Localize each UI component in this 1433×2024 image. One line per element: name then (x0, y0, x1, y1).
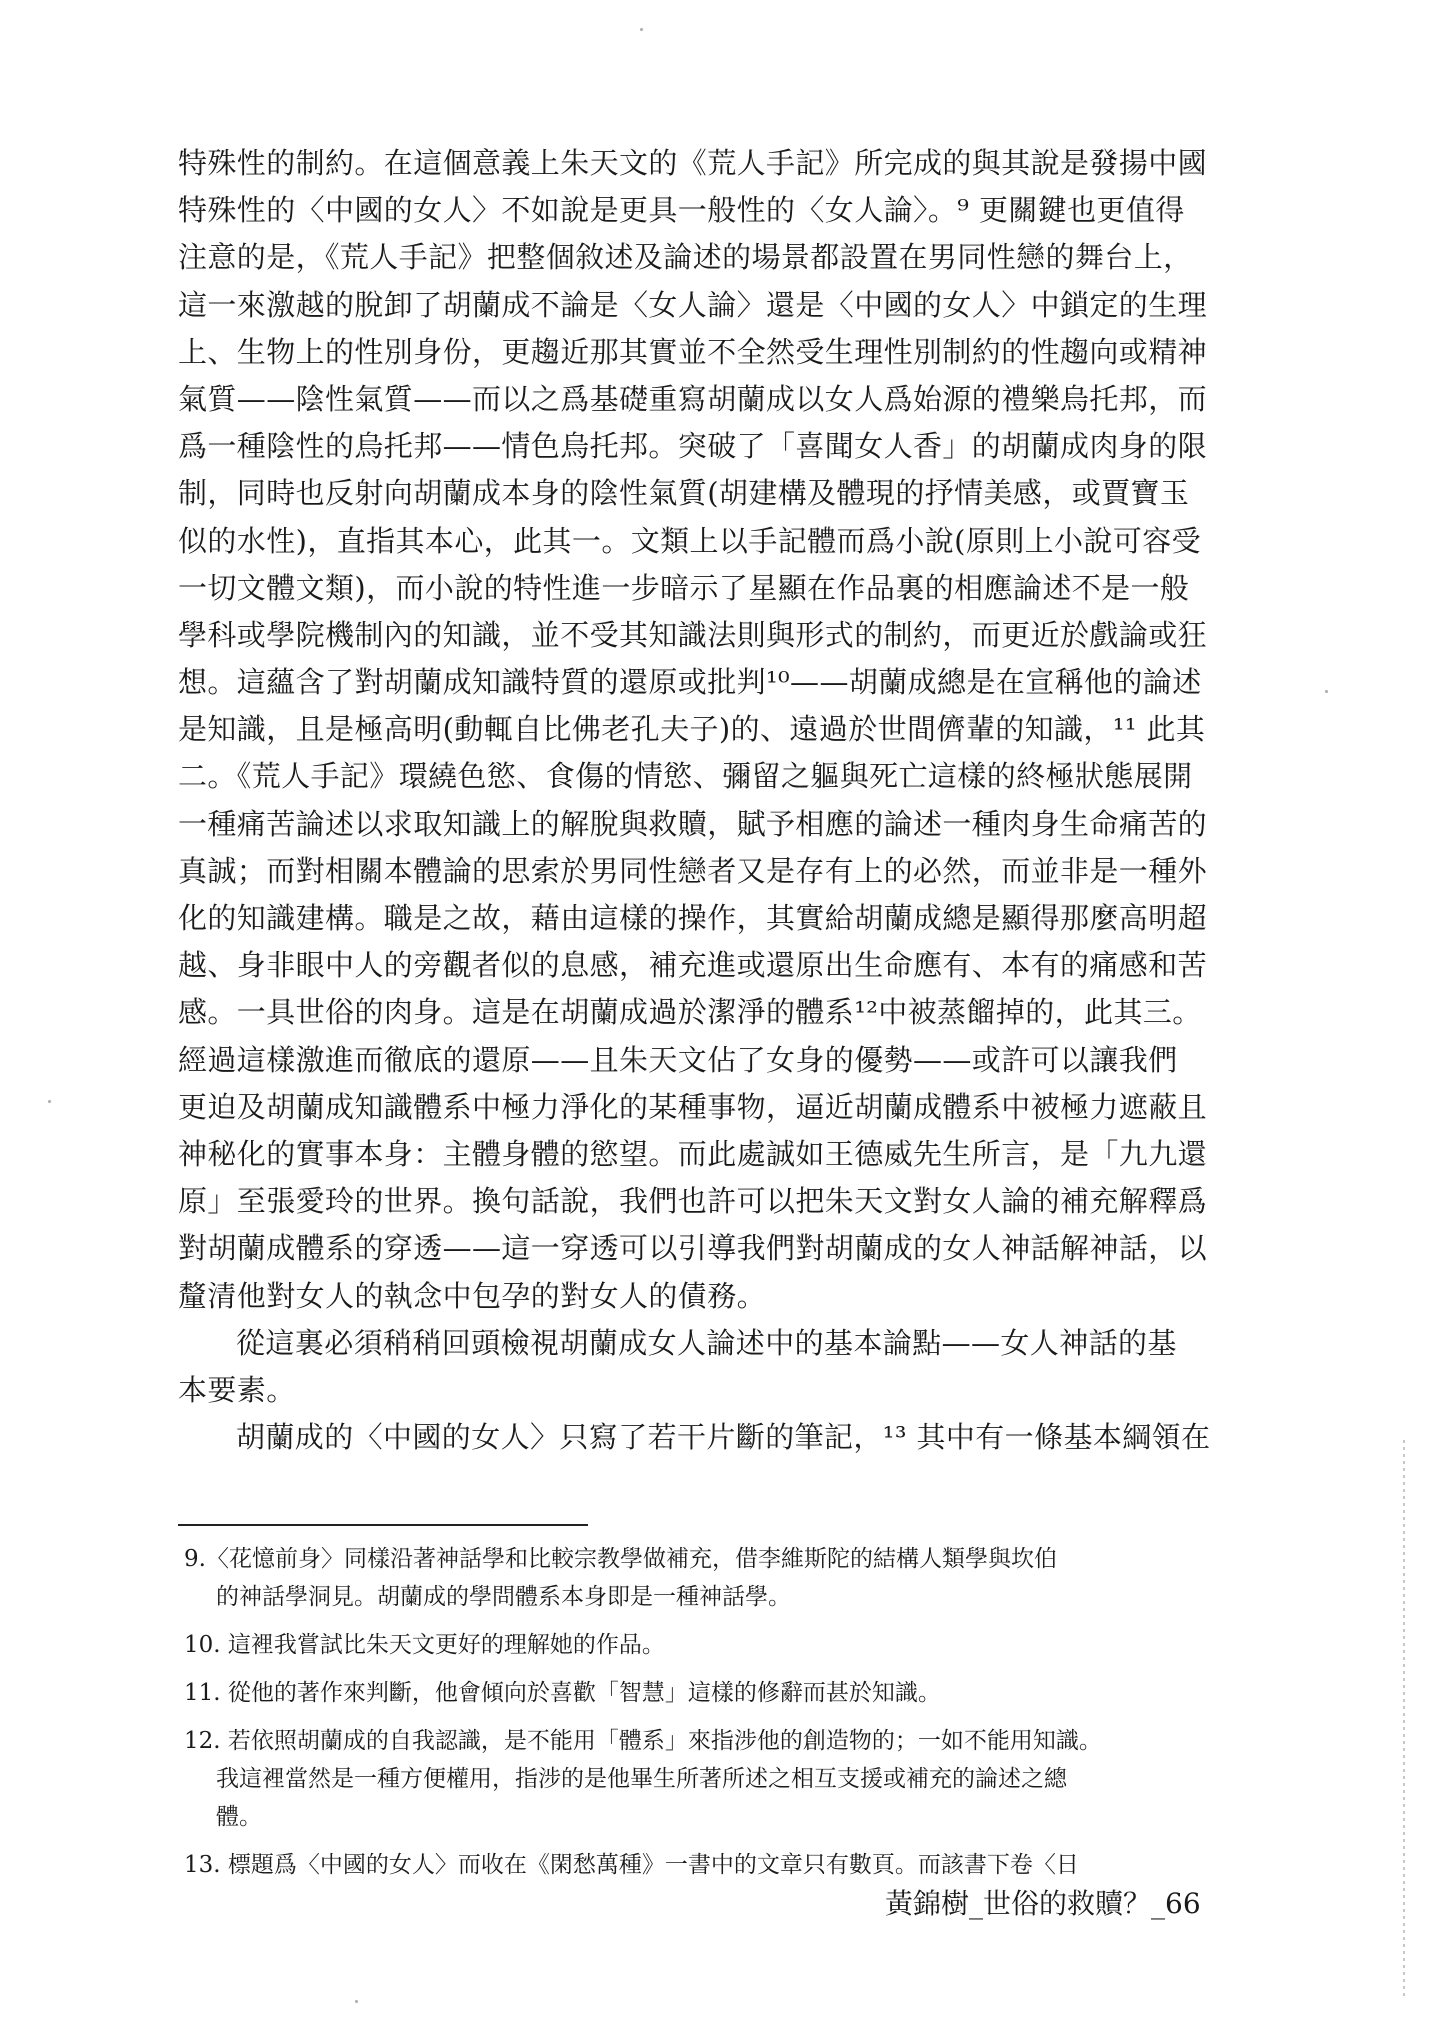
body-line: 感。一具世俗的肉身。這是在胡蘭成過於潔淨的體系¹²中被蒸餾掉的，此其三。 (178, 995, 1202, 1030)
footnote-divider (178, 1524, 588, 1526)
body-line: 越、身非眼中人的旁觀者似的息感，補充進或還原出生命應有、本有的痛感和苦 (178, 948, 1208, 983)
paragraph-start-line: 從這裏必須稍稍回頭檢視胡蘭成女人論述中的基本論點——女人神話的基 (236, 1325, 1177, 1360)
body-line: 一切文體文類)，而小說的特性進一步暗示了星顯在作品裏的相應論述不是一般 (178, 570, 1190, 605)
footnotes (184, 1540, 1184, 1884)
body-line: 學科或學院機制內的知識，並不受其知識法則與形式的制約，而更近於戲論或狂 (178, 617, 1208, 652)
body-text (178, 140, 1211, 1461)
footnote-12: 12. 若依照胡蘭成的自我認識，是不能用「體系」來指涉他的創造物的；一如不能用知識。 (184, 1728, 1102, 1754)
body-line: 是知識，且是極高明(動輒自比佛老孔夫子)的、遠過於世間儕輩的知識，¹¹ 此其 (178, 712, 1206, 747)
body-line: 特殊性的制約。在這個意義上朱天文的《荒人手記》所完成的與其說是發揚中國 (178, 146, 1208, 180)
body-line: 神秘化的實事本身：主體身體的慾望。而此處誠如王德威先生所言，是「九九還 (178, 1136, 1208, 1171)
body-line: 對胡蘭成體系的穿透——這一穿透可以引導我們對胡蘭成的女人神話解神話，以 (178, 1231, 1208, 1266)
body-line: 制，同時也反射向胡蘭成本身的陰性氣質(胡建構及體現的抒情美感，或賈寶玉 (178, 476, 1190, 511)
scan-speck (640, 28, 643, 31)
footnote-12-continuation: 體。 (216, 1804, 262, 1830)
body-line: 爲一種陰性的烏托邦——情色烏托邦。突破了「喜聞女人香」的胡蘭成肉身的限 (178, 429, 1208, 464)
body-line: 更迫及胡蘭成知識體系中極力淨化的某種事物，逼近胡蘭成體系中被極力遮蔽且 (178, 1089, 1208, 1124)
body-line: 真誠；而對相關本體論的思索於男同性戀者又是存有上的必然，而並非是一種外 (178, 853, 1208, 888)
scan-speck (48, 1100, 51, 1103)
footnote-10: 10. 這裡我嘗試比朱天文更好的理解她的作品。 (184, 1632, 665, 1658)
body-line: 這一來激越的脫卸了胡蘭成不論是〈女人論〉還是〈中國的女人〉中鎖定的生理 (178, 287, 1208, 322)
body-line: 釐清他對女人的執念中包孕的對女人的債務。 (178, 1278, 767, 1313)
footnote-13: 13. 標題爲〈中國的女人〉而收在《閑愁萬種》一書中的文章只有數頁。而該書下卷〈日 (184, 1852, 1079, 1878)
body-line: 二。《荒人手記》環繞色慾、食傷的情慾、彌留之軀與死亡這樣的終極狀態展開 (178, 759, 1193, 794)
body-line: 氣質——陰性氣質——而以之爲基礎重寫胡蘭成以女人爲始源的禮樂烏托邦，而 (178, 381, 1208, 416)
body-line: 注意的是，《荒人手記》把整個敘述及論述的場景都設置在男同性戀的舞台上， (178, 240, 1193, 275)
body-line: 化的知識建構。職是之故，藉由這樣的操作，其實給胡蘭成總是顯得那麼高明超 (178, 901, 1208, 935)
body-line: 上、生物上的性別身份，更趨近那其實並不全然受生理性別制約的性趨向或精神 (178, 334, 1208, 369)
body-line: 特殊性的〈中國的女人〉不如說是更具一般性的〈女人論〉。⁹ 更關鍵也更值得 (178, 193, 1185, 228)
paragraph-start-line: 胡蘭成的〈中國的女人〉只寫了若干片斷的筆記，¹³ 其中有一條基本綱領在 (236, 1420, 1211, 1455)
running-footer: 黃錦樹_世俗的救贖？_66 (885, 1887, 1201, 1920)
body-line: 本要素。 (178, 1372, 296, 1407)
scan-edge-mark (1403, 1440, 1405, 2000)
body-line: 原」至張愛玲的世界。換句話說，我們也許可以把朱天文對女人論的補充解釋爲 (178, 1184, 1208, 1219)
footnote-9: 9.〈花憶前身〉同樣沿著神話學和比較宗教學做補充，借李維斯陀的結構人類學與坎伯 (184, 1546, 1057, 1572)
footnote-11: 11. 從他的著作來判斷，他會傾向於喜歡「智慧」這樣的修辭而甚於知識。 (184, 1680, 941, 1706)
body-line: 似的水性)，直指其本心，此其一。文類上以手記體而爲小說(原則上小說可容受 (178, 523, 1202, 558)
footnote-12-continuation: 我這裡當然是一種方便權用，指涉的是他畢生所著所述之相互支援或補充的論述之總 (216, 1766, 1067, 1792)
body-line: 經過這樣激進而徹底的還原——且朱天文佔了女身的優勢——或許可以讓我們 (178, 1042, 1178, 1077)
scan-speck (355, 2000, 358, 2003)
body-line: 一種痛苦論述以求取知識上的解脫與救贖，賦予相應的論述一種肉身生命痛苦的 (178, 806, 1208, 841)
footnote-9-continuation: 的神話學洞見。胡蘭成的學問體系本身即是一種神話學。 (216, 1584, 791, 1610)
body-line: 想。這蘊含了對胡蘭成知識特質的還原或批判¹⁰——胡蘭成總是在宣稱他的論述 (178, 665, 1202, 700)
scan-speck (1325, 690, 1328, 693)
